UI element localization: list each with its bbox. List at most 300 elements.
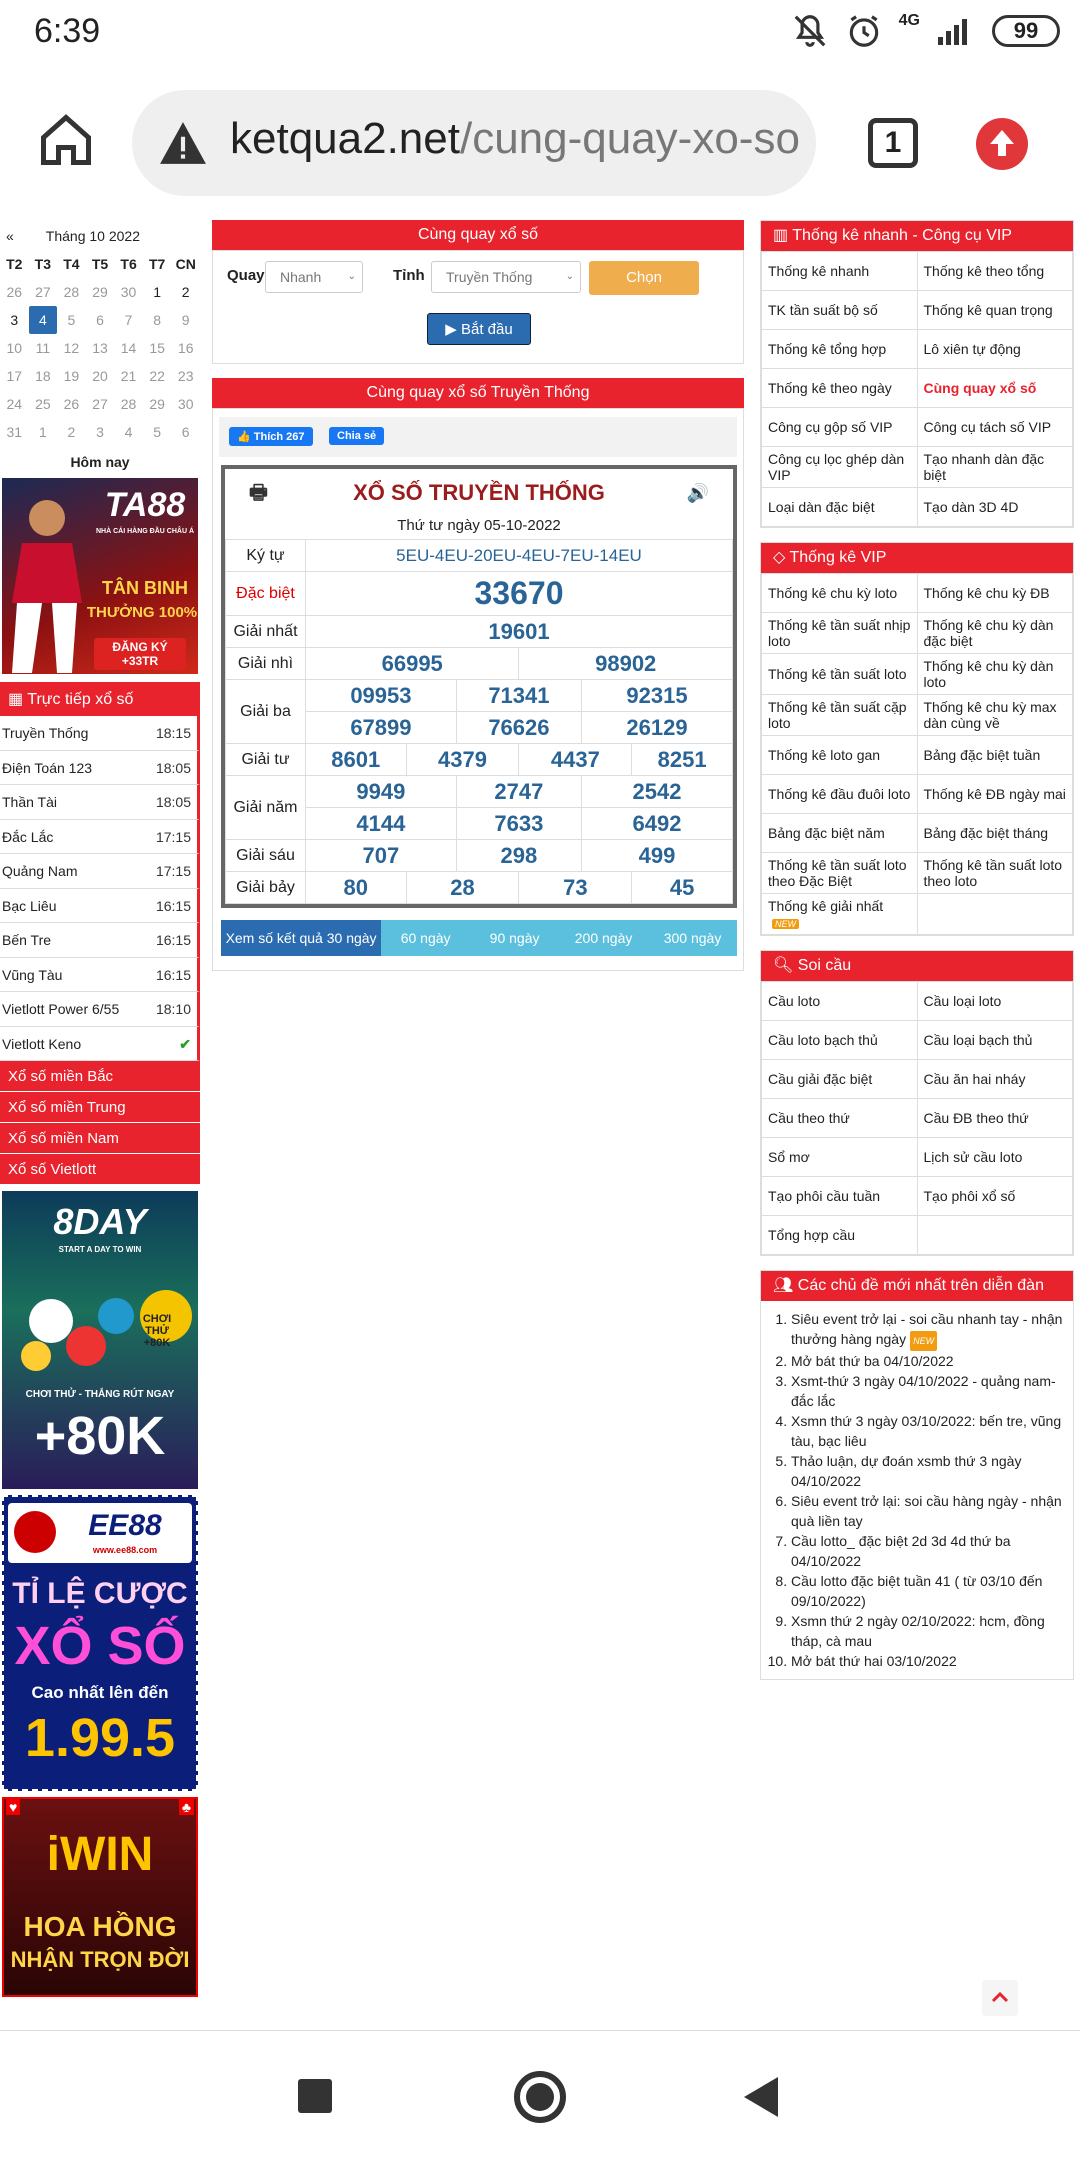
live-item-name: Điện Toán 123 <box>2 759 93 776</box>
start-button[interactable]: ▶ Bắt đầu <box>427 313 531 345</box>
live-item-name: Bạc Liêu <box>2 897 57 914</box>
speaker-icon[interactable]: 🔊 <box>686 483 709 503</box>
calendar-day[interactable]: 18 <box>35 368 51 384</box>
calendar-icon: ▦ <box>8 691 24 708</box>
g7-value: 80 <box>306 872 407 904</box>
g5-value: 9949 <box>306 776 457 808</box>
region-links <box>0 1061 200 1185</box>
result-title-row <box>225 469 733 517</box>
calendar-day[interactable]: 26 <box>63 396 80 412</box>
chevron-up-icon <box>982 1980 1018 2016</box>
kytu-value: 5EU-4EU-20EU-4EU-7EU-14EU <box>306 540 733 572</box>
calendar-header <box>0 220 200 250</box>
g3-value: 76626 <box>456 712 581 744</box>
tab-300-days[interactable]: 300 ngày <box>648 920 737 956</box>
tinh-select[interactable] <box>431 261 581 293</box>
calendar-day[interactable]: 14 <box>120 340 137 356</box>
vip-link[interactable]: Thống kê tần suất loto theo loto <box>917 853 1073 894</box>
url-host: ketqua2.net <box>230 114 460 163</box>
row-giai-sau <box>226 840 733 872</box>
calendar-day[interactable]: 19 <box>63 368 80 384</box>
quick-stats-header <box>761 221 1073 251</box>
new-badge: NEW <box>910 1331 937 1351</box>
vip-link[interactable]: Thống kê đầu đuôi loto <box>762 775 918 814</box>
cau-link[interactable]: Cầu giải đặc biệt <box>762 1060 918 1099</box>
fb-like-label: Thích 267 <box>253 431 305 443</box>
g6-value: 707 <box>306 840 457 872</box>
live-item[interactable] <box>0 958 200 993</box>
live-item-name: Bến Tre <box>2 932 52 948</box>
forum-topic[interactable]: 5. Thảo luận, dự đoán xsmb thứ 3 ngày 04/10/2022 <box>791 1451 1065 1491</box>
vip-link[interactable]: Thống kê chu kỳ dàn đặc biệt <box>917 613 1073 654</box>
calendar-day[interactable]: 24 <box>6 396 23 412</box>
calendar-day[interactable]: 15 <box>149 340 165 356</box>
calendar-day[interactable]: 31 <box>6 424 23 440</box>
calendar-day[interactable]: 9 <box>181 312 190 328</box>
calendar-day[interactable]: 11 <box>35 340 51 356</box>
row-giai-nhat <box>226 616 733 648</box>
calendar-day[interactable]: 2 <box>67 424 76 440</box>
vip-link-empty <box>917 894 1073 935</box>
calendar-day[interactable]: 29 <box>92 284 108 300</box>
g3-value: 09953 <box>306 680 457 712</box>
soi-cau-block <box>760 950 1074 1256</box>
link-mien-nam[interactable]: Xổ số miền Nam <box>0 1123 200 1154</box>
live-item-time: 18:15 <box>155 725 191 741</box>
g2-value: 98902 <box>519 648 733 680</box>
live-item-time: 18:05 <box>155 759 191 776</box>
g1-value: 19601 <box>306 616 733 648</box>
calendar-day[interactable]: 1 <box>153 284 162 300</box>
g5-value: 2747 <box>456 776 581 808</box>
calendar-day[interactable]: 1 <box>38 424 47 440</box>
live-item-time: 17:15 <box>155 863 191 879</box>
cau-link[interactable]: Lịch sử cầu loto <box>917 1138 1073 1177</box>
calendar-day[interactable]: 3 <box>96 424 104 440</box>
calendar-day[interactable]: 30 <box>120 284 137 300</box>
row-dac-biet <box>226 572 733 616</box>
live-item[interactable] <box>0 889 200 924</box>
ad-ee88-mascot <box>14 1511 56 1553</box>
g7-value: 28 <box>406 872 519 904</box>
forum-topic[interactable]: 10. Mở bát thứ hai 03/10/2022 <box>791 1651 1065 1671</box>
vip-link[interactable]: Bảng đặc biệt năm <box>762 814 918 853</box>
live-item-time: 18:05 <box>155 794 191 810</box>
ad-ee88-line2: XỔ SỐ <box>14 1616 186 1676</box>
diamond-icon: ◇ <box>773 549 786 566</box>
url-path: /cung-quay-xo-so <box>459 114 800 163</box>
result-title: XỔ SỐ TRUYỀN THỐNG <box>353 480 605 505</box>
g5-value: 2542 <box>582 776 733 808</box>
stat-link[interactable]: Công cụ lọc ghép dàn VIP <box>762 447 918 488</box>
vip-link[interactable]: Thống kê chu kỳ ĐB <box>917 574 1073 613</box>
calendar-day[interactable]: 29 <box>149 396 165 412</box>
live-item[interactable] <box>0 1027 200 1062</box>
browser-toolbar <box>0 66 1080 220</box>
live-item-time: 16:15 <box>155 932 191 948</box>
calendar-day[interactable]: 23 <box>177 368 194 384</box>
row-giai-ba <box>226 680 733 712</box>
live-item-name: Vietlott Power 6/55 <box>2 1001 120 1017</box>
tab-30-days[interactable]: Xem số kết quả 30 ngày <box>221 920 381 956</box>
row-giai-tu <box>226 744 733 776</box>
live-item-time: 16:15 <box>155 966 191 983</box>
vip-link-label: Thống kê giải nhất <box>768 898 884 914</box>
cau-link[interactable]: Cầu ĐB theo thứ <box>917 1099 1073 1138</box>
g3-value: 67899 <box>306 712 457 744</box>
ad-8day-badge: CHƠI THỬ +80K <box>142 1313 172 1349</box>
weekday-label: T3 <box>34 256 52 272</box>
new-badge: NEW <box>772 919 799 929</box>
quay-select-value: Nhanh <box>280 269 322 285</box>
warning-icon[interactable] <box>158 118 208 168</box>
live-draws-title: Trực tiếp xổ số <box>27 691 134 708</box>
ad-ee88-logo <box>8 1503 192 1563</box>
g5-label: Giải năm <box>226 776 306 840</box>
vip-link[interactable]: Bảng đặc biệt tháng <box>917 814 1073 853</box>
fb-like-button[interactable] <box>229 427 313 446</box>
stat-link[interactable]: Thống kê theo tổng <box>917 252 1073 291</box>
vip-link[interactable]: Thống kê tần suất nhịp loto <box>762 613 918 654</box>
g5-value: 4144 <box>306 808 457 840</box>
chevron-down-icon: ⌄ <box>565 271 574 282</box>
forum-topic[interactable]: 6. Siêu event trở lại: soi cầu hàng ngày - nhận quà liền tay <box>791 1491 1065 1531</box>
club-icon: ♣ <box>179 1799 194 1815</box>
heart-icon: ♥ <box>6 1799 20 1815</box>
calendar-day[interactable]: 26 <box>6 284 23 300</box>
stat-link[interactable]: Lô xiên tự động <box>917 330 1073 369</box>
network-label: 4G <box>898 12 920 29</box>
footballer-figure <box>2 488 92 674</box>
row-giai-nam <box>226 776 733 808</box>
tab-90-days[interactable]: 90 ngày <box>470 920 559 956</box>
ad-banner-ta88[interactable] <box>2 478 198 674</box>
web-page <box>0 220 1080 2030</box>
search-icon: 🔍︎ <box>773 957 794 974</box>
bar-chart-icon: ▥ <box>773 227 789 244</box>
calendar-day[interactable]: 4 <box>124 424 133 440</box>
forum-topic[interactable]: 3. Xsmt-thứ 3 ngày 04/10/2022 - quảng nam-đắc lắc <box>791 1371 1065 1411</box>
live-draws-header <box>0 682 200 716</box>
cau-link[interactable]: Cầu loto bạch thủ <box>762 1021 918 1060</box>
vip-link[interactable]: Thống kê tần suất loto <box>762 654 918 695</box>
calendar-day[interactable]: 6 <box>96 312 104 328</box>
quick-stats-title: Thống kê nhanh - Công cụ VIP <box>792 227 1012 244</box>
ad-banner-iwin[interactable] <box>2 1797 198 1997</box>
calendar-day[interactable]: 5 <box>67 312 76 328</box>
ad-ee88-site: www.ee88.com <box>92 1545 158 1555</box>
vip-link[interactable]: Thống kê chu kỳ loto <box>762 574 918 613</box>
stat-link[interactable]: Thống kê quan trọng <box>917 291 1073 330</box>
check-icon: ✔ <box>179 1035 191 1052</box>
cau-link[interactable]: Cầu loto <box>762 982 918 1021</box>
url-text[interactable] <box>230 114 800 164</box>
calendar-day[interactable]: 8 <box>153 312 162 328</box>
cau-link[interactable]: Tạo phôi cầu tuần <box>762 1177 918 1216</box>
ad-8day-big: +80K <box>34 1406 166 1466</box>
row-giai-bay <box>226 872 733 904</box>
stat-link[interactable]: Loại dàn đặc biệt <box>762 488 918 527</box>
calendar-day[interactable]: 2 <box>181 284 190 300</box>
link-mien-trung[interactable]: Xổ số miền Trung <box>0 1092 200 1123</box>
live-item[interactable] <box>0 716 200 751</box>
live-item-name: Thần Tài <box>2 794 57 810</box>
ad-ta88-tagline: NHÀ CÁI HÀNG ĐẦU CHÂU Á <box>96 528 194 535</box>
calendar-day[interactable]: 28 <box>120 396 137 412</box>
quick-stats-table <box>761 251 1073 527</box>
ad-ee88-big: 1.99.5 <box>24 1708 176 1768</box>
g3-value: 71341 <box>456 680 581 712</box>
weekday-label: CN <box>175 256 196 272</box>
calendar-day[interactable]: 27 <box>35 284 51 300</box>
back-button[interactable] <box>744 2077 778 2117</box>
home-button[interactable] <box>514 2071 566 2123</box>
g6-label: Giải sáu <box>226 840 306 872</box>
g5-value: 6492 <box>582 808 733 840</box>
tab-200-days[interactable]: 200 ngày <box>559 920 648 956</box>
calendar-day[interactable]: 27 <box>92 396 108 412</box>
vip-link[interactable] <box>762 894 918 935</box>
lottery-result-card <box>221 465 737 908</box>
calendar-day[interactable]: 25 <box>35 396 51 412</box>
status-icons <box>791 12 1060 50</box>
weekday-label: T2 <box>6 256 23 272</box>
calendar-day[interactable]: 21 <box>120 368 137 384</box>
tinh-label: Tỉnh <box>393 267 425 284</box>
g4-label: Giải tư <box>226 744 306 776</box>
vip-link[interactable]: Thống kê chu kỳ dàn loto <box>917 654 1073 695</box>
history-tabs <box>221 920 737 956</box>
status-time: 6:39 <box>34 12 101 50</box>
live-item[interactable] <box>0 992 200 1027</box>
g2-value: 66995 <box>306 648 519 680</box>
result-header: Cùng quay xổ số Truyền Thống <box>212 378 744 408</box>
soi-cau-header <box>761 951 1073 981</box>
result-date: Thứ tư ngày 05-10-2022 <box>397 517 561 534</box>
live-item[interactable] <box>0 820 200 855</box>
live-item-name: Vũng Tàu <box>2 966 63 983</box>
cau-link[interactable]: Cầu loại bạch thủ <box>917 1021 1073 1060</box>
ad-banner-ee88[interactable] <box>2 1495 198 1791</box>
g2-label: Giải nhì <box>226 648 306 680</box>
calendar-day[interactable]: 28 <box>63 284 80 300</box>
forum-topic[interactable]: 8. Cầu lotto đặc biệt tuần 41 ( từ 03/10 đến 09/10/2022) <box>791 1571 1065 1611</box>
weekday-label: T7 <box>148 256 166 272</box>
vip-stats-table <box>761 573 1073 935</box>
address-bar[interactable] <box>132 90 816 196</box>
forum-topic[interactable]: 2. Mở bát thứ ba 04/10/2022 <box>791 1351 1065 1371</box>
row-giai-nhi <box>226 648 733 680</box>
live-item-time: 16:15 <box>155 897 191 914</box>
cau-link[interactable]: Tạo phôi xổ số <box>917 1177 1073 1216</box>
g4-value: 4437 <box>519 744 632 776</box>
weekday-label: T6 <box>120 256 137 272</box>
live-item-name: Truyền Thống <box>2 725 89 741</box>
forum-topic[interactable]: 7. Cầu lotto_ đặc biệt 2d 3d 4d thứ ba 04/10/2022 <box>791 1531 1065 1571</box>
stat-link[interactable]: Tạo dàn 3D 4D <box>917 488 1073 527</box>
calendar-grid <box>0 250 200 446</box>
stat-link[interactable]: TK tần suất bộ số <box>762 291 918 330</box>
quay-label: Quay <box>227 267 265 284</box>
stat-link[interactable]: Công cụ tách số VIP <box>917 408 1073 447</box>
g3-label: Giải ba <box>226 680 306 744</box>
cau-link[interactable]: Cầu loại loto <box>917 982 1073 1021</box>
calendar-day[interactable]: 7 <box>124 312 133 328</box>
ad-iwin-line2: NHẬN TRỌN ĐỜI <box>10 1947 190 1972</box>
vip-link[interactable]: Thống kê tần suất cặp loto <box>762 695 918 736</box>
kytu-label: Ký tự <box>226 540 306 572</box>
ad-ta88-brand: TA88 <box>104 486 186 524</box>
print-icon[interactable]: 🖶 <box>249 482 268 504</box>
calendar-day[interactable]: 22 <box>149 368 165 384</box>
weekday-label: T4 <box>63 256 80 272</box>
calendar-day[interactable]: 6 <box>181 424 190 440</box>
g4-value: 4379 <box>406 744 519 776</box>
center-column <box>212 220 744 971</box>
ad-8day-brand: 8DAY <box>53 1201 147 1242</box>
stat-link[interactable]: Thống kê theo ngày <box>762 369 918 408</box>
calendar-day[interactable]: 13 <box>92 340 108 356</box>
tab-switcher-button[interactable]: 1 <box>868 118 918 168</box>
g7-label: Giải bảy <box>226 872 306 904</box>
arrow-up-icon <box>976 118 1028 170</box>
fb-share-button[interactable]: Chia sẻ <box>329 427 384 445</box>
system-nav-bar <box>0 2030 1080 2160</box>
vip-link[interactable]: Thống kê chu kỳ max dàn cùng về <box>917 695 1073 736</box>
g7-value: 73 <box>519 872 632 904</box>
spin-form <box>212 250 744 364</box>
forum-block <box>760 1270 1074 1680</box>
live-item-name: Vietlott Keno <box>2 1035 82 1052</box>
forum-header <box>761 1271 1073 1301</box>
home-icon[interactable] <box>36 110 96 170</box>
alarm-icon <box>845 12 883 50</box>
calendar-day[interactable]: 5 <box>153 424 162 440</box>
cau-link[interactable]: Sổ mơ <box>762 1138 918 1177</box>
vip-link[interactable]: Thống kê tần suất loto theo Đặc Biệt <box>762 853 918 894</box>
soi-cau-table <box>761 981 1073 1255</box>
recents-button[interactable] <box>298 2079 332 2113</box>
calendar-day[interactable]: 30 <box>177 396 194 412</box>
users-icon: 👥︎ <box>773 1277 794 1294</box>
battery-indicator: 99 <box>992 15 1060 47</box>
forum-topic[interactable]: 9. Xsmn thứ 2 ngày 02/10/2022: hcm, đồng tháp, cà mau <box>791 1611 1065 1651</box>
live-item-name: Đắc Lắc <box>2 828 54 845</box>
live-item[interactable] <box>0 923 200 958</box>
status-bar <box>0 0 1080 66</box>
ad-ee88-line3: Cao nhất lên đến <box>31 1683 169 1702</box>
result-table <box>225 539 733 904</box>
calendar-prev-button[interactable]: « <box>6 228 14 244</box>
link-mien-bac[interactable]: Xổ số miền Bắc <box>0 1061 200 1092</box>
quick-stats-block <box>760 220 1074 528</box>
cau-link[interactable]: Cầu theo thứ <box>762 1099 918 1138</box>
chon-button[interactable]: Chọn <box>589 261 699 295</box>
stat-link[interactable]: Thống kê tổng hợp <box>762 330 918 369</box>
forum-topic-title: Siêu event trở lại - soi cầu nhanh tay - nhận thưởng hàng ngày <box>791 1311 1063 1347</box>
stat-link[interactable]: Thống kê nhanh <box>762 252 918 291</box>
live-item[interactable] <box>0 751 200 786</box>
thumbs-up-icon: 👍 <box>237 431 251 443</box>
db-value: 33670 <box>306 572 733 616</box>
live-draws-list <box>0 716 200 1061</box>
vip-link[interactable]: Thống kê ĐB ngày mai <box>917 775 1073 814</box>
live-item[interactable] <box>0 854 200 889</box>
link-vietlott[interactable]: Xổ số Vietlott <box>0 1154 200 1185</box>
back-to-top-button[interactable] <box>982 1980 1018 2016</box>
cau-link[interactable]: Cầu ăn hai nháy <box>917 1060 1073 1099</box>
tinh-select-value: Truyền Thống <box>446 269 533 285</box>
quay-select[interactable] <box>265 261 363 293</box>
result-panel <box>212 408 744 971</box>
g6-value: 499 <box>582 840 733 872</box>
live-item-time: 17:15 <box>155 828 191 845</box>
forum-list <box>761 1301 1073 1679</box>
ad-banner-8day[interactable] <box>2 1191 198 1489</box>
live-item-time: 18:10 <box>155 1001 191 1017</box>
spin-header: Cùng quay xổ số <box>212 220 744 250</box>
live-item[interactable] <box>0 785 200 820</box>
forum-topic[interactable] <box>791 1309 1065 1351</box>
ad-ta88-line1: TÂN BINH <box>102 578 188 598</box>
calendar-day[interactable]: 16 <box>177 340 194 356</box>
stat-link[interactable]: Công cụ gộp số VIP <box>762 408 918 447</box>
weekday-label: T5 <box>91 256 109 272</box>
g6-value: 298 <box>456 840 581 872</box>
live-item-name: Quảng Nam <box>2 863 78 879</box>
soi-cau-title: Soi cầu <box>797 957 852 974</box>
forum-title: Các chủ đề mới nhất trên diễn đàn <box>797 1277 1044 1294</box>
ad-iwin-line1: HOA HỒNG <box>23 1911 177 1942</box>
g5-value: 7633 <box>456 808 581 840</box>
left-column <box>0 220 200 2003</box>
stat-link[interactable]: Tạo nhanh dàn đặc biệt <box>917 447 1073 488</box>
g4-value: 8251 <box>632 744 733 776</box>
calendar-month-label: Tháng 10 2022 <box>45 228 140 244</box>
cau-link[interactable]: Tổng hợp cầu <box>762 1216 918 1255</box>
ad-ee88-brand: EE88 <box>88 1509 162 1542</box>
tab-60-days[interactable]: 60 ngày <box>381 920 470 956</box>
calendar-day[interactable]: 3 <box>10 312 19 328</box>
calendar-day[interactable]: 10 <box>6 340 23 356</box>
update-button[interactable] <box>976 118 1028 170</box>
vip-stats-header <box>761 543 1073 573</box>
cau-link-empty <box>917 1216 1073 1255</box>
ad-8day-sub: START A DAY TO WIN <box>58 1245 142 1254</box>
calendar-day[interactable]: 17 <box>6 368 23 384</box>
g3-value: 92315 <box>582 680 733 712</box>
vip-stats-title: Thống kê VIP <box>789 549 887 566</box>
ad-ta88-line2: THƯỞNG 100% <box>86 604 198 621</box>
calendar-today-link[interactable]: Hôm nay <box>70 454 130 470</box>
vip-stats-block <box>760 542 1074 936</box>
calendar-day[interactable]: 12 <box>63 340 80 356</box>
g3-value: 26129 <box>582 712 733 744</box>
stat-link-active[interactable]: Cùng quay xổ số <box>917 369 1073 408</box>
calendar-day-today[interactable]: 4 <box>29 306 58 334</box>
g4-value: 8601 <box>306 744 407 776</box>
db-label: Đặc biệt <box>226 572 306 616</box>
signal-icon <box>936 15 976 47</box>
row-kytu <box>226 540 733 572</box>
chevron-down-icon: ⌄ <box>347 271 356 282</box>
calendar-day[interactable]: 20 <box>92 368 108 384</box>
vip-link[interactable]: Bảng đặc biệt tuần <box>917 736 1073 775</box>
mute-icon <box>791 12 829 50</box>
vip-link[interactable]: Thống kê loto gan <box>762 736 918 775</box>
ad-ee88-line1: TỈ LỆ CƯỢC <box>12 1577 188 1610</box>
forum-topic[interactable]: 4. Xsmn thứ 3 ngày 03/10/2022: bến tre, vũng tàu, bạc liêu <box>791 1411 1065 1451</box>
